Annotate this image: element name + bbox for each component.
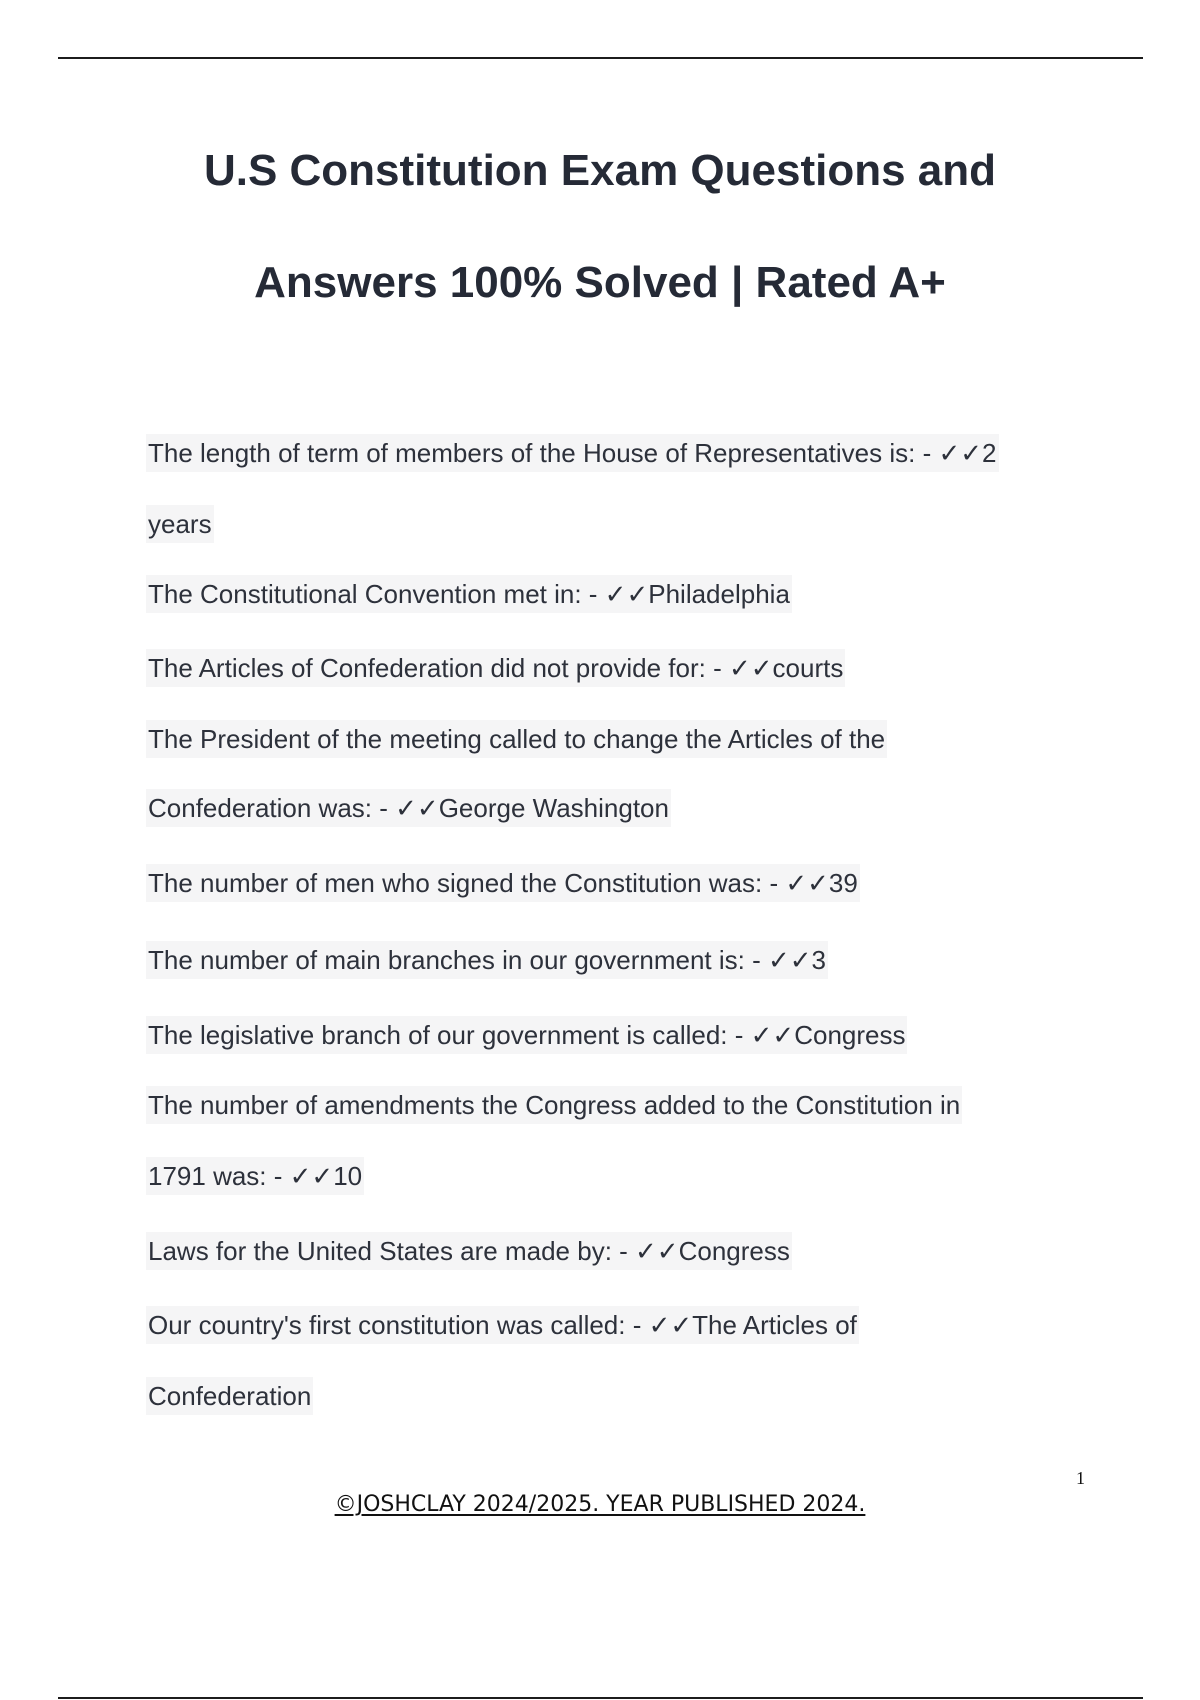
qa-line: The legislative branch of our government is called: - ✓✓Congress — [146, 1016, 907, 1054]
qa-line: The number of amendments the Congress added to the Constitution in — [146, 1086, 962, 1124]
footer — [0, 1492, 1200, 1517]
qa-line: The number of main branches in our government is: - ✓✓3 — [146, 941, 828, 979]
qa-line: The Constitutional Convention met in: - ✓✓Philadelphia — [146, 575, 792, 613]
qa-line: The President of the meeting called to change the Articles of the — [146, 720, 887, 758]
qa-line: The Articles of Confederation did not provide for: - ✓✓courts — [146, 649, 845, 687]
qa-line: The number of men who signed the Constitution was: - ✓✓39 — [146, 864, 860, 902]
qa-line: Confederation was: - ✓✓George Washington — [146, 789, 671, 827]
qa-line: Our country's first constitution was called: - ✓✓The Articles of — [146, 1306, 859, 1344]
footer-copyright: ©JOSHCLAY 2024/2025. YEAR PUBLISHED 2024. — [334, 1492, 866, 1517]
document-title-line-2: Answers 100% Solved | Rated A+ — [254, 258, 946, 307]
qa-line: 1791 was: - ✓✓10 — [146, 1157, 364, 1195]
qa-line: years — [146, 505, 214, 543]
qa-line: Confederation — [146, 1377, 313, 1415]
page-number: 1 — [1076, 1468, 1085, 1488]
qa-line: Laws for the United States are made by: - ✓✓Congress — [146, 1232, 792, 1270]
top-rule — [58, 57, 1143, 59]
qa-line: The length of term of members of the House of Representatives is: - ✓✓2 — [146, 434, 999, 472]
document-title-line-1: U.S Constitution Exam Questions and — [203, 146, 997, 195]
bottom-rule — [58, 1697, 1143, 1699]
